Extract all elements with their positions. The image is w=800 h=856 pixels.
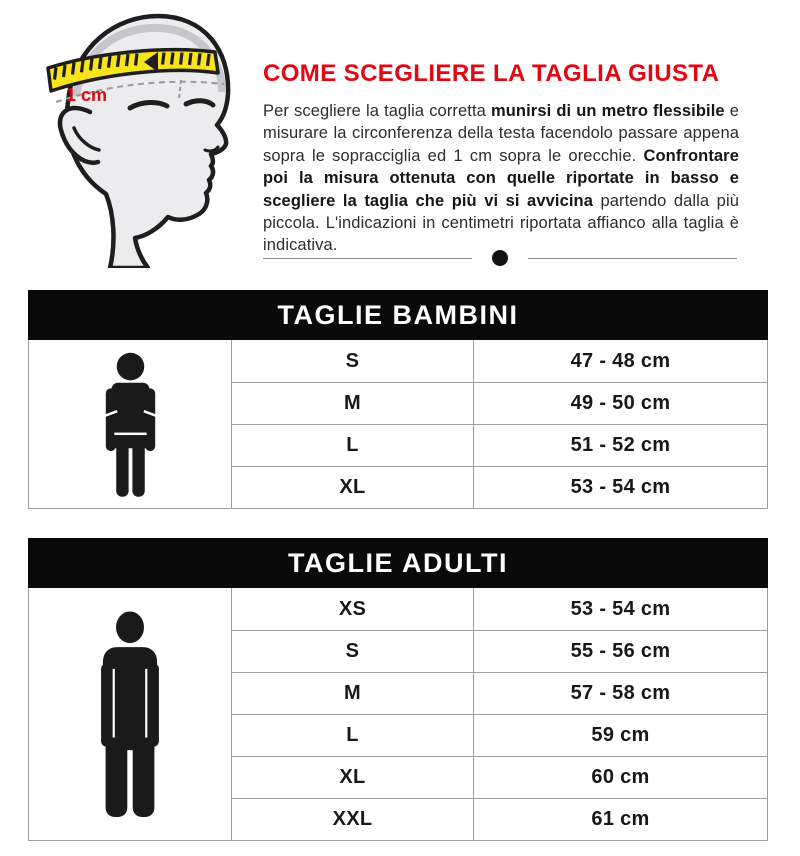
size-label-cell: XL — [232, 756, 474, 798]
adult-figure-icon — [92, 611, 168, 817]
size-range-cell: 60 cm — [474, 756, 767, 798]
adult-sizes-table — [28, 588, 768, 841]
section-divider — [263, 249, 737, 267]
children-sizes-header: TAGLIE BAMBINI — [28, 290, 768, 340]
size-label-cell: M — [232, 672, 474, 714]
size-range-cell: 53 - 54 cm — [570, 597, 671, 620]
adult-sizes-header: TAGLIE ADULTI — [28, 538, 768, 588]
size-range-cell: 53 - 54 cm — [474, 466, 767, 508]
divider-line-right — [528, 258, 737, 259]
size-range-cell: 57 - 58 cm — [474, 672, 767, 714]
size-label-cell: XXL — [232, 798, 474, 840]
size-label-cell: XL — [232, 466, 474, 508]
intro-text-normal-2: e misurare la circonferenza della testa facendolo passare appena sopra le sopracciglia ed 1 cm sopra le orecchie. — [263, 102, 739, 165]
size-label-cell: XS — [232, 588, 474, 630]
size-range-cell: 61 cm — [474, 798, 767, 840]
size-label-cell: S — [232, 340, 474, 382]
size-range-cell: 51 - 52 cm — [474, 424, 767, 466]
head-measurement-illustration — [18, 0, 250, 270]
size-label-cell: L — [232, 714, 474, 756]
divider-dot-icon — [492, 250, 508, 266]
size-range-cell: 55 - 56 cm — [474, 630, 767, 672]
divider-line-left — [263, 258, 472, 259]
size-range-cell: 49 - 50 cm — [474, 382, 767, 424]
intro-text-normal-3: partendo dalla più piccola. L'indicazioni in centimetri riportata affianco alla taglia è indicativa. — [263, 191, 739, 255]
head-diagram-icon — [18, 0, 250, 268]
children-sizes-table — [28, 340, 768, 509]
children-sizes-section — [28, 290, 768, 509]
child-figure-cell — [29, 340, 232, 508]
size-range-cell: 59 cm — [474, 714, 767, 756]
intro-text-bold-2: Confrontare poi la misura ottenuta con quelle riportate in basso e scegliere la taglia che più vi si avvicina — [263, 146, 739, 210]
size-label-cell: M — [232, 382, 474, 424]
page-title: COME SCEGLIERE LA TAGLIA GIUSTA — [263, 60, 720, 87]
intro-text-normal-1: Per scegliere la taglia corretta — [263, 102, 491, 120]
adult-figure-cell — [29, 588, 232, 840]
size-label-cell: L — [232, 424, 474, 466]
size-range-cell: 47 - 48 cm — [570, 349, 671, 372]
intro-paragraph — [263, 100, 739, 257]
intro-block — [263, 60, 739, 257]
adult-sizes-section — [28, 538, 768, 841]
size-label-cell: S — [232, 630, 474, 672]
tape-length-label: 1 cm — [66, 85, 108, 105]
intro-text-bold-1: munirsi di un metro flessibile — [490, 102, 725, 120]
child-figure-icon — [102, 352, 159, 497]
